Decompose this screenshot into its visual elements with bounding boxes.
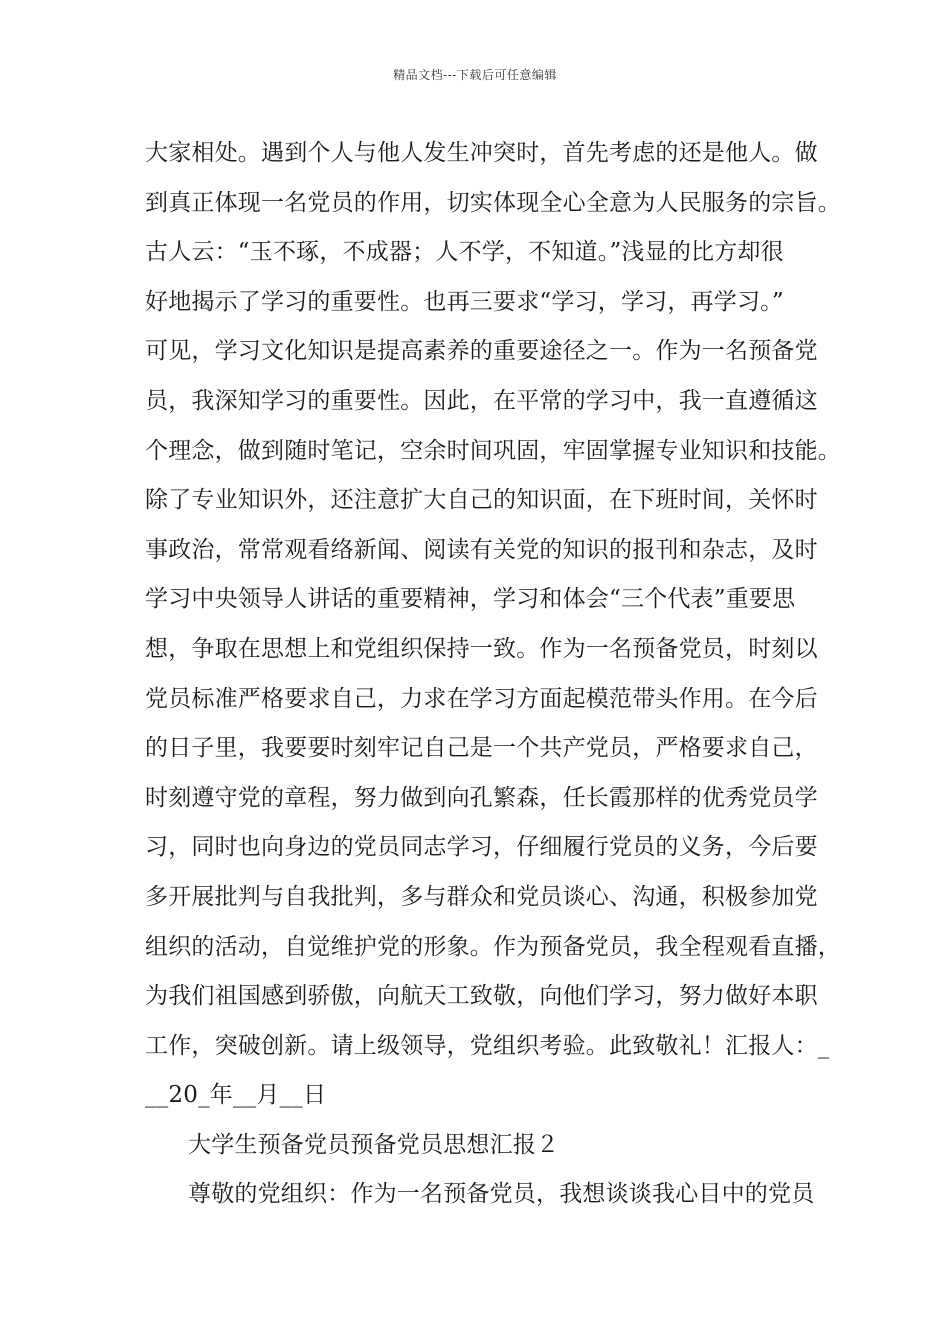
body-line: 想，争取在思想上和党组织保持一致。作为一名预备党员，时刻以 xyxy=(145,635,818,662)
document-body xyxy=(145,133,841,1224)
body-line: 党员标准严格要求自己，力求在学习方面起模范带头作用。在今后 xyxy=(145,685,818,712)
body-line: 古人云：“玉不琢，不成器；人不学，不知道。”浅显的比方却很 xyxy=(145,239,784,266)
body-line: 事政治，常常观看络新闻、阅读有关党的知识的报刊和杂志，及时 xyxy=(145,536,818,563)
body-line: 个理念，做到随时笔记，空余时间巩固，牢固掌握专业知识和技能。 xyxy=(145,437,841,464)
body-line: 学习中央领导人讲话的重要精神，学习和体会“三个代表”重要思 xyxy=(145,586,796,613)
section-title: 大学生预备党员预备党员思想汇报２ xyxy=(188,1131,560,1158)
body-line: 大家相处。遇到个人与他人发生冲突时，首先考虑的还是他人。做 xyxy=(145,140,818,166)
body-line: 的日子里，我要要时刻牢记自己是一个共产党员，严格要求自己， xyxy=(145,735,818,762)
body-line: 工作，突破创新。请上级领导，党组织考验。此致敬礼！汇报人：_ xyxy=(145,1032,830,1059)
body-line: __20_年__月__日 xyxy=(145,1082,327,1109)
body-line: 组织的活动，自觉维护党的形象。作为预备党员，我全程观看直播， xyxy=(145,933,841,960)
section-first-line: 尊敬的党组织：作为一名预备党员，我想谈谈我心目中的党员 xyxy=(188,1181,815,1208)
body-line: 好地揭示了学习的重要性。也再三要求“学习，学习，再学习。” xyxy=(145,288,784,315)
body-line: 到真正体现一名党员的作用，切实体现全心全意为人民服务的宗旨。 xyxy=(145,189,841,216)
body-line: 时刻遵守党的章程，努力做到向孔繁森，任长霞那样的优秀党员学 xyxy=(145,784,818,811)
body-line: 可见，学习文化知识是提高素养的重要途径之一。作为一名预备党 xyxy=(145,338,818,365)
body-line: 除了专业知识外，还注意扩大自己的知识面，在下班时间，关怀时 xyxy=(145,487,818,514)
body-line: 多开展批判与自我批判，多与群众和党员谈心、沟通，积极参加党 xyxy=(145,883,818,910)
body-line: 员，我深知学习的重要性。因此，在平常的学习中，我一直遵循这 xyxy=(145,387,818,414)
body-line: 为我们祖国感到骄傲，向航天工致敬，向他们学习，努力做好本职 xyxy=(145,983,818,1010)
page-header: 精品文档---下载后可任意编辑 xyxy=(393,68,557,82)
body-line: 习，同时也向身边的党员同志学习，仔细履行党员的义务，今后要 xyxy=(145,834,818,861)
